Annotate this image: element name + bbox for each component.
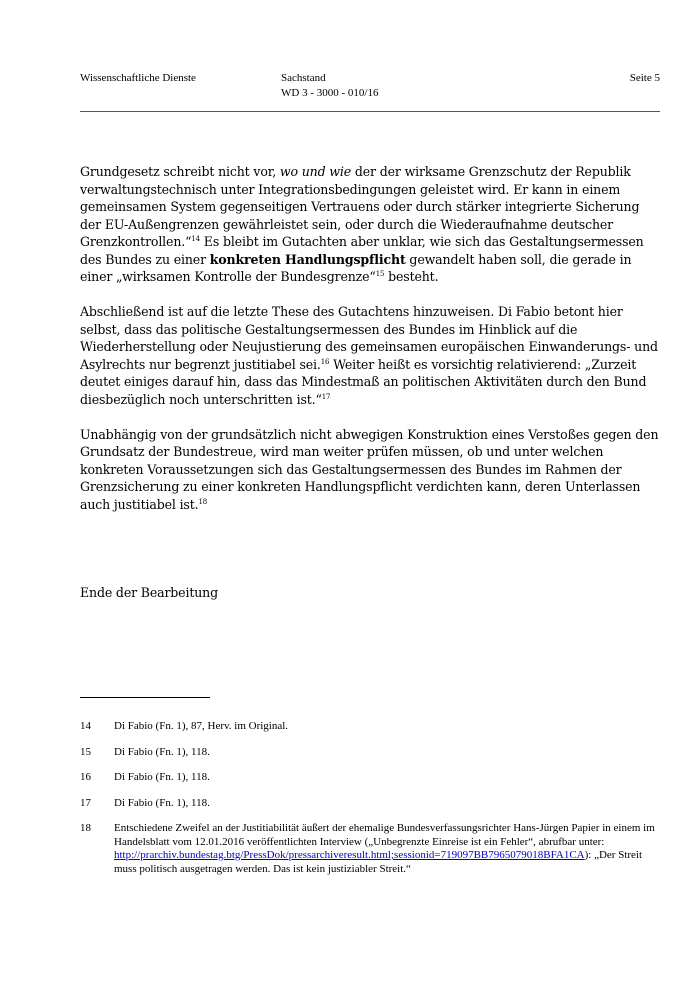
p1-text-b: der der wirksame Grenzschutz der Republik verwaltungstechnisch unter Integrationsbedingungen geleistet wird. Er kann in einem gemeinsamen System gegenseitigen Vertrauens oder durch stärker integrierte Sicherung der EU-Außengrenzen gewährleistet sein, oder durch die Wiederaufnahme deutscher Grenzkontrollen.“ <box>80 164 640 249</box>
footnote-number: 16 <box>80 771 91 783</box>
header-doctype: Sachstand <box>281 72 326 84</box>
header-divider <box>80 111 660 112</box>
body-text <box>80 163 661 602</box>
footnote-17 <box>80 797 661 811</box>
footnote-number: 15 <box>80 745 91 758</box>
header-document-info <box>281 71 378 100</box>
footnote-text: Di Fabio (Fn. 1), 118. <box>114 745 210 758</box>
p1-text-d: gewandelt haben soll, die gerade in einer „wirksamen Kontrolle der Bundesgrenze“ <box>80 251 632 284</box>
header-page-number: Seite 5 <box>629 72 660 84</box>
page-header <box>80 71 660 103</box>
p2-text-b: Weiter heißt es vorsichtig relativierend: „Zurzeit deutet einiges darauf hin, dass das Mindestmaß an politischen Aktivitäten durch den Bund diesbezüglich noch unterschritten ist.“ <box>80 356 647 407</box>
footnote-14 <box>80 720 661 734</box>
archive-link[interactable]: http://prarchiv.bundestag.btg/PressDok/pressarchiveresult.html;sessionid=719097BB7965079018BFA1CA <box>114 849 585 861</box>
p1-bold: konkreten Handlungspflicht <box>209 251 406 267</box>
footnote-text: Di Fabio (Fn. 1), 118. <box>114 771 210 783</box>
footnote-number: 17 <box>80 796 91 809</box>
p1-text-c: Es bleibt im Gutachten aber unklar, wie sich das Gestaltungsermessen des Bundes zu einer <box>80 234 644 267</box>
footnote-text: Entschiedene Zweifel an der Justitiabilität äußert der ehemalige Bundesverfassungsrichter Hans-Jürgen Papier in einem im Handelsblatt vom 12.01.2016 veröffentlichten Interview („Unbegrenzte Einreise ist ein Fehler“, abrufbar unter: <box>114 822 655 848</box>
header-organization: Wissenschaftliche Dienste <box>80 72 196 84</box>
footnotes <box>80 720 661 876</box>
footnote-ref-18[interactable]: 18 <box>198 497 208 506</box>
footnote-text: Di Fabio (Fn. 1), 87, Herv. im Original. <box>114 720 289 732</box>
p1-text-e: besteht. <box>384 269 439 284</box>
footnote-text: Di Fabio (Fn. 1), 118. <box>114 796 210 809</box>
paragraph-2 <box>80 303 661 408</box>
p2-text-a: Abschließend ist auf die letzte These des Gutachtens hinzuweisen. Di Fabio betont hier selbst, dass das politische Gestaltungsermessen des Bundes im Hinblick auf die Wiederherstellung oder Neujustierung des gemeinsamen europäischen Einwanderungs- und Asylrechts nur begrenzt justitiabel sei. <box>80 304 658 372</box>
footnote-divider <box>80 697 210 698</box>
footnote-ref-16[interactable]: 16 <box>320 357 330 366</box>
footnote-ref-15[interactable]: 15 <box>375 270 385 278</box>
paragraph-3 <box>80 426 661 514</box>
footnote-15 <box>80 746 661 760</box>
footnote-ref-17[interactable]: 17 <box>321 392 331 401</box>
p1-emphasis: wo und wie <box>279 164 352 179</box>
footnote-18 <box>80 822 661 876</box>
footnote-16 <box>80 771 661 785</box>
footnote-number: 18 <box>80 822 91 834</box>
header-docnumber: WD 3 - 3000 - 010/16 <box>281 86 379 99</box>
footnote-ref-14[interactable]: 14 <box>191 235 200 243</box>
paragraph-1 <box>80 163 661 286</box>
footnote-number: 14 <box>80 720 91 732</box>
p1-text-a: Grundgesetz schreibt nicht vor, <box>80 164 280 179</box>
p3-text-a: Unabhängig von der grundsätzlich nicht abwegigen Konstruktion eines Verstoßes gegen den Grundsatz der Bundestreue, wird man weiter prüfen müssen, ob und unter welchen konkreten Voraussetzungen sich das Gestaltungsermessen des Bundes im Rahmen der Grenzsicherung zu einer konkreten Handlungspflicht verdichten kann, deren Unterlassen auch justitiabel ist. <box>80 426 659 512</box>
footnote-text-end: ): „Der Streit muss politisch ausgetragen werden. Das ist kein justiziabler Streit.“ <box>114 849 643 875</box>
closing-line: Ende der Bearbeitung <box>80 585 218 600</box>
